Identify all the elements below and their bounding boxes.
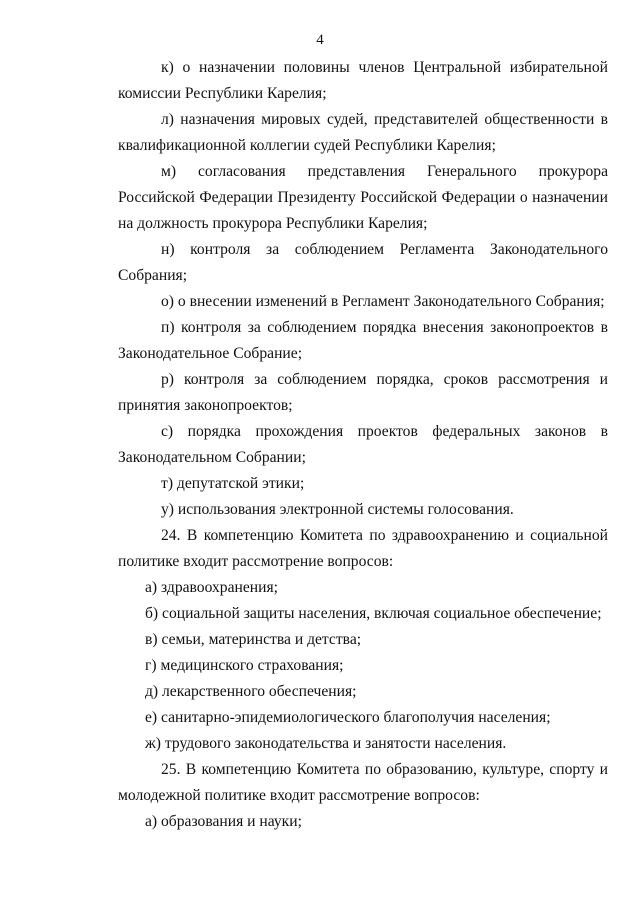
item-24-g: г) медицинского страхования; xyxy=(145,657,344,674)
item-k: к) о назначении половины членов Центральной избирательной комиссии Республики Карелия; xyxy=(118,59,608,102)
item-o: о) о внесении изменений в Регламент Законодательного Собрания; xyxy=(161,293,605,310)
item-24-zh: ж) трудового законодательства и занятости населения. xyxy=(145,735,507,752)
item-24-a: а) здравоохранения; xyxy=(145,579,278,596)
item-n: н) контроля за соблюдением Регламента Законодательного Собрания; xyxy=(118,241,608,284)
item-25-a: а) образования и науки; xyxy=(145,813,302,830)
item-t: т) депутатской этики; xyxy=(161,475,305,492)
item-l: л) назначения мировых судей, представителей общественности в квалификационной коллегии судей Республики Карелия; xyxy=(118,111,608,154)
item-s: с) порядка прохождения проектов федеральных законов в Законодательном Собрании; xyxy=(118,423,608,466)
item-24-b: б) социальной защиты населения, включая социальное обеспечение; xyxy=(145,605,602,622)
item-24-d: д) лекарственного обеспечения; xyxy=(145,683,357,700)
item-r: р) контроля за соблюдением порядка, сроков рассмотрения и принятия законопроектов; xyxy=(118,371,608,414)
item-p: п) контроля за соблюдением порядка внесения законопроектов в Законодательное Собрание; xyxy=(118,319,608,362)
section-24-heading: 24. В компетенцию Комитета по здравоохранению и социальной политике входит рассмотрение вопросов: xyxy=(118,527,608,570)
item-u: у) использования электронной системы голосования. xyxy=(161,501,514,518)
item-m: м) согласования представления Генерального прокурора Российской Федерации Президенту Российской Федерации о назначении на должность прокурора Республики Карелия; xyxy=(118,163,608,232)
item-24-v: в) семьи, материнства и детства; xyxy=(145,631,362,648)
document-body xyxy=(118,55,608,835)
section-25-heading: 25. В компетенцию Комитета по образованию, культуре, спорту и молодежной политике входит рассмотрение вопросов: xyxy=(118,761,608,804)
page-number: 4 xyxy=(316,32,324,48)
item-24-e: е) санитарно-эпидемиологического благополучия населения; xyxy=(145,709,551,726)
